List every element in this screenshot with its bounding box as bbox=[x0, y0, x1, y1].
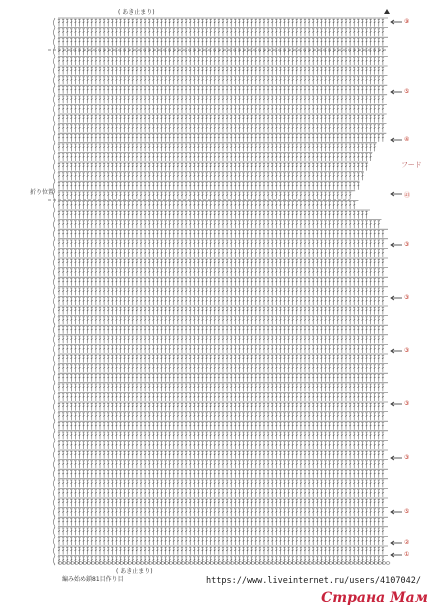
source-url[interactable]: https://www.liveinternet.ru/users/4107042/ bbox=[206, 576, 421, 586]
row-number-1: ⑤ bbox=[404, 88, 410, 95]
chain-start-label: 鎖81目作り目 bbox=[86, 576, 124, 583]
corner-marker-icon bbox=[384, 9, 390, 14]
hood-label: フード bbox=[401, 161, 422, 169]
row-number-11: ① bbox=[404, 551, 410, 558]
foundation-chain bbox=[58, 562, 390, 565]
stitch-rows bbox=[54, 18, 389, 565]
row-number-8: ③ bbox=[404, 454, 410, 461]
row-number-4: ③ bbox=[404, 241, 410, 248]
watermark-logo: Страна Мам bbox=[321, 590, 428, 606]
row-number-10: ② bbox=[404, 539, 410, 546]
row-number-0: ⑨ bbox=[404, 18, 410, 25]
bottom-opening-label: ( あき止まり) bbox=[116, 568, 153, 575]
fold-position-label: 折り位置 bbox=[30, 189, 55, 196]
row-number-7: ③ bbox=[404, 400, 410, 407]
row-number-3: ㊸ bbox=[404, 192, 411, 199]
top-opening-label: ( あき止まり) bbox=[118, 9, 155, 16]
start-label: 編み始め bbox=[62, 576, 87, 583]
row-number-6: ③ bbox=[404, 347, 410, 354]
row-number-2: ④ bbox=[404, 136, 410, 143]
row-number-9: ⑤ bbox=[404, 508, 410, 515]
row-number-5: ③ bbox=[404, 294, 410, 301]
